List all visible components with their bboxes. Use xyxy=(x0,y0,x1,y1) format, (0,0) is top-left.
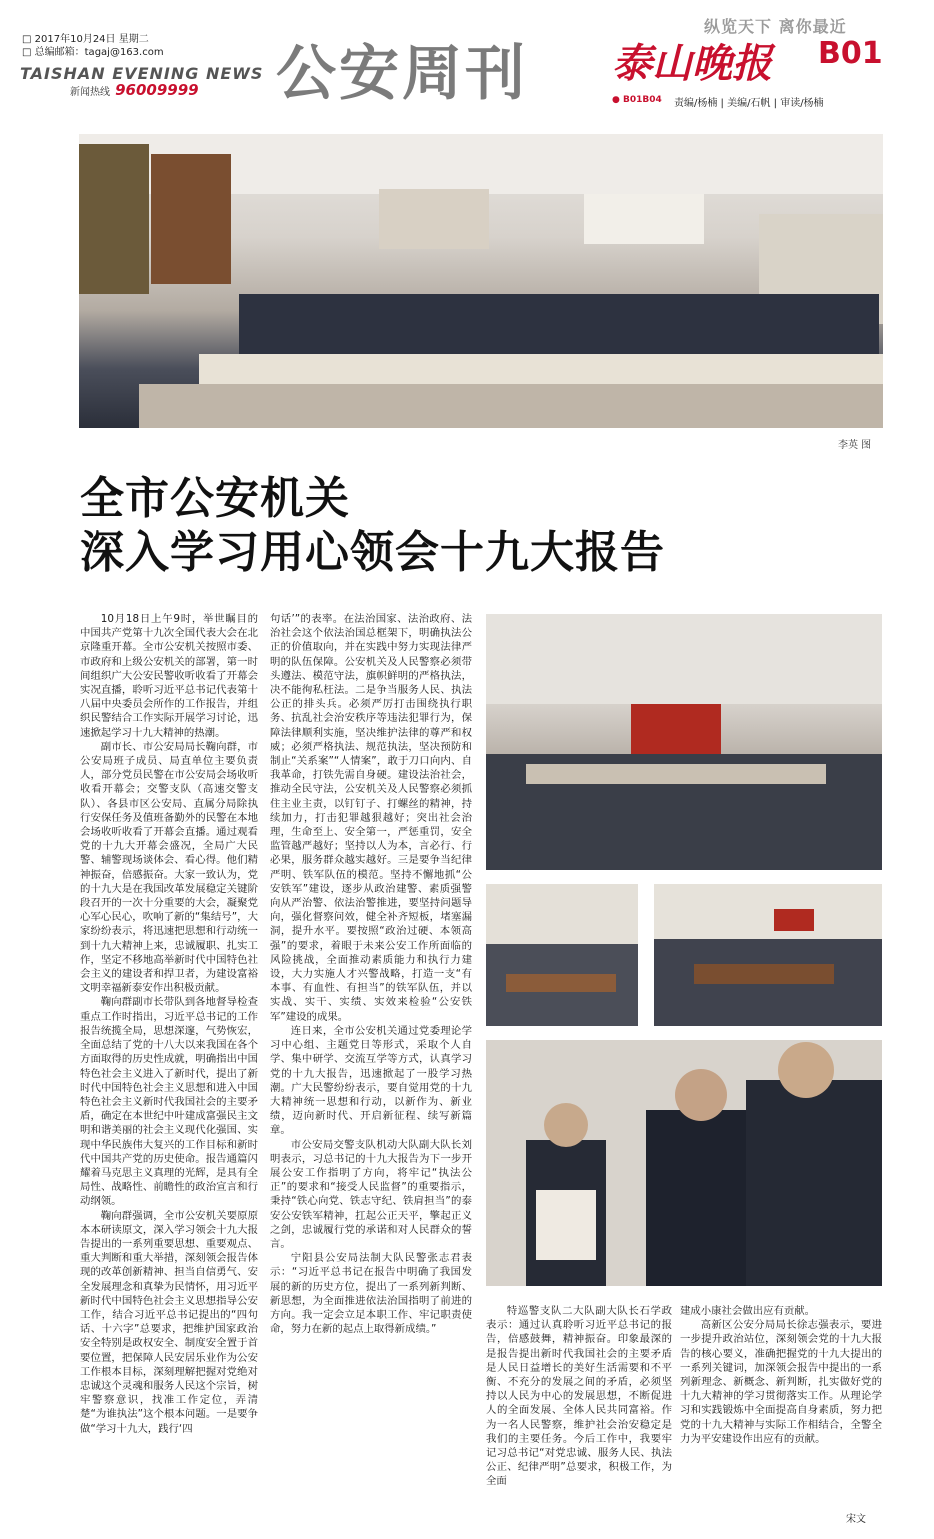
slogan: 纵览天下 离你最近 xyxy=(704,17,847,36)
brand-english: TAISHAN EVENING NEWS xyxy=(20,64,264,83)
officers-reading-illustration xyxy=(486,1040,882,1286)
hotline-number: 96009999 xyxy=(115,81,199,99)
headline-line-2: 深入学习用心领会十九大报告 xyxy=(80,527,665,578)
meeting-photo-3 xyxy=(654,884,882,1026)
paper-name-logo: 泰山晚报 xyxy=(612,40,772,87)
email-text: 总编邮箱：tagaj@163.com xyxy=(34,47,164,58)
hotline xyxy=(70,80,199,99)
meeting-photo-1 xyxy=(486,614,882,870)
article-paragraph: 高新区公安分局局长徐志强表示，要进一步提升政治站位，深刻领会党的十九大报告的核心要义，准确把握党的十九大提出的一系列关键词，加深领会报告中提出的一系列新理念、新概念、新判断，扎实做好党的十九大精神的学习贯彻落实工作。从理论学习和实践锻炼中全面提高自身素质，努力把党的十九大精神与实际工作相结合，全警全力为平安建设作出应有的贡献。 xyxy=(680,1319,882,1445)
article-column-1 xyxy=(80,612,258,1530)
article-paragraph: 10月18日上午9时，举世瞩目的中国共产党第十九次全国代表大会在北京隆重开幕。全市公安机关按照市委、市政府和上级公安机关的部署，第一时间组织广大公安民警收听收看了开幕会实况直播，聆听习近平总书记代表第十八届中央委员会所作的工作报告，并组织民警结合工作实际开展学习讨论，迅速掀起学习十九大精神的热潮。 xyxy=(80,613,258,739)
editors-line: 责编/杨楠 | 美编/石帆 | 审读/杨楠 xyxy=(674,98,824,109)
officers-reading-photo xyxy=(486,1040,882,1286)
section-title: 公安周刊 xyxy=(276,39,528,109)
date-text: 2017年10月24日 星期二 xyxy=(34,34,149,45)
article-paragraph: 建成小康社会做出应有贡献。 xyxy=(680,1305,816,1317)
meeting-room-illustration xyxy=(79,134,883,428)
article-paragraph: 特巡警支队二大队副大队长石学政表示：通过认真聆听习近平总书记的报告，倍感鼓舞，精神振奋。印象最深的是报告提出新时代我国社会的主要矛盾是人民日益增长的美好生活需要和不平衡、不充分的发展之间的矛盾，必须坚持以人民为中心的发展思想，不断促进人的全面发展、全体人民共同富裕。作为一名人民警察，维护社会治安稳定是我们的主要任务。今后工作中，我要牢记习总书记“对党忠诚、服务人民、执法公正、纪律严明”总要求，积极工作，为全面 xyxy=(486,1305,672,1488)
article-author: 宋文 xyxy=(846,1514,866,1525)
meeting-photo-2 xyxy=(486,884,638,1026)
email-line: □ 总编邮箱：tagaj@163.com xyxy=(22,47,164,58)
small-page-code: ● B01B04 xyxy=(612,95,662,105)
article-paragraph: 鞠向群副市长带队到各地督导检查重点工作时指出，习近平总书记的工作报告统揽全局，思想深邃，气势恢宏，全面总结了党的十八大以来我国在各个方面取得的历史性成就，明确指出中国特色社会主义进入了新时代，提出了新时代中国特色社会主义思想和进入中国特色社会主义新时代我国社会的主要矛盾，确定在本世纪中叶建成富强民主文明和谐美丽的社会主义现代化强国、实现中华民族伟大复兴的工作目标和新时代中国共产党的历史使命。报告通篇闪耀着马克思主义真理的光辉，是具有全局性、战略性、前瞻性的政治宣言和行动纲领。 xyxy=(80,996,258,1208)
article-paragraph: 市公安局交警支队机动大队副大队长刘明表示，习总书记的十九大报告为下一步开展公安工作指明了方向，将牢记“执法公正”的要求和“接受人民监督”的重要指示，秉持“铁心向党、铁志守纪、铁肩担当”的泰安公安铁军精神，扛起公正天平，擎起正义之剑，忠诚履行党的承诺和对人民群众的誓言。 xyxy=(270,1138,472,1250)
top-meeting-photo xyxy=(79,134,883,428)
meeting-photo-2-illustration xyxy=(486,884,638,1026)
meeting-photo-1-illustration xyxy=(486,614,882,870)
date-line: □ 2017年10月24日 星期二 xyxy=(22,34,149,45)
article-paragraph: 连日来，全市公安机关通过党委理论学习中心组、主题党日等形式，采取个人自学、集中研学、交流互学等方式，认真学习党的十九大报告，迅速掀起了一股学习热潮。广大民警纷纷表示，要自觉用党的十九大精神统一思想和行动，以新作为、新业绩，迈向新时代、开启新征程、续写新篇章。 xyxy=(270,1024,472,1137)
headline-line-1: 全市公安机关 xyxy=(80,473,350,524)
small-code-text: B01B04 xyxy=(623,95,662,105)
article-column-3 xyxy=(486,1304,672,1514)
article-paragraph: 副市长、市公安局局长鞠向群，市公安局班子成员、局直单位主要负责人，部分党员民警在市公安局会场收听收看开幕会；交警支队（高速交警支队）、各县市区公安局、直属分局除执行安保任务及值班备勤外的民警在本地会场收听收看了开幕会直播。通过观看党的十九大开幕会盛况，全局广大民警、辅警现场谈体会、看心得。他们精神振奋，倍感振奋。大家一致认为，党的十九大是在我国改革发展稳定关键阶段召开的一次十分重要的大会，凝聚党心军心民心，吹响了新的“集结号”，大家纷纷表示，将迅速把思想和行动统一到十九大精神上来，忠诚履职、扎实工作，坚定不移地高举新时代中国特色社会主义的建设者和捍卫者，为建设富裕文明幸福新泰安作出积极贡献。 xyxy=(80,740,258,995)
article-paragraph: 鞠向群强调，全市公安机关要原原本本研读原文，深入学习领会十九大报告提出的一系列重要思想、重要观点、重大判断和重大举措，深刻领会报告体现的改革创新精神、担当自信勇气、安全发展理念和真挚为民情怀，用习近平新时代中国特色社会主义思想指导公安工作，结合习近平总书记提出的“四句话、十六字”总要求，把维护国家政治安全特别是政权安全、制度安全置于首要位置，把保障人民安居乐业作为公安工作根本目标，深刻理解把握对党绝对忠诚这个灵魂和服务人民这个宗旨，树牢警察意识，找准工作定位，弄清楚“为谁执法”这个根本问题。一是要争做“学习十九大，践行‘四 xyxy=(80,1209,258,1435)
article-column-4 xyxy=(680,1304,882,1504)
page-code: B01 xyxy=(818,36,883,71)
top-photo-credit: 李英 图 xyxy=(838,440,872,451)
meeting-photo-3-illustration xyxy=(654,884,882,1026)
article-paragraph: 句话’”的表率。在法治国家、法治政府、法治社会这个依法治国总框架下，明确执法公正的价值取向，并在实践中努力实现法律严明的队伍保障。公安机关及人民警察必须带头遵法、模范守法，旗帜鲜明的严格执法，决不能徇私枉法。二是争当服务人民、执法公正的排头兵。必须严厉打击围绕执行职务、抗乱社会治安秩序等违法犯罪行为，保障法律顺利实施，坚决维护法律的尊严和权威；必须严格执法、规范执法，坚决预防和制止“关系案”“人情案”，敢于刀口向内、自我革命，打铁先需自身硬。建设法治社会，推动全民守法，公安机关及人民警察必须抓住主业主责，以钉钉子、打螺丝的精神，持续加力，打击犯罪越狠越好；突出社会治理，生命至上、安全第一，严惩重罚，安全监管越严越好；坚持以人为本，言必行、行必果，服务群众越实越好。三是要争当纪律严明、铁军队伍的模范。坚持不懈地抓“公安铁军”建设，逐步从政治建警、素质强警向从严治警、依法治警推进，要坚持问题导向，强化督察问效，健全补齐短板，堵塞漏洞，提升水平。要按照“政治过硬、本领高强”的要求，着眼于未来公安工作所面临的风险挑战，全面推动素质能力和执行力建设，大力实施人才兴警战略，打造一支“有本事、有血性、有担当”的铁军队伍，并以实战、实干、实绩、实效来检验“公安铁军”建设的成果。 xyxy=(270,613,472,1023)
hotline-label: 新闻热线 xyxy=(70,87,110,98)
article-paragraph: 宁阳县公安局法制大队民警张志君表示：“习近平总书记在报告中明确了我国发展的新的历史方位，提出了一系列新判断、新思想，为全面推进依法治国指明了前进的方向。我一定会立足本职工作、牢记职责使命，努力在新的起点上取得新成绩。” xyxy=(270,1252,472,1336)
article-column-2 xyxy=(270,612,472,1530)
